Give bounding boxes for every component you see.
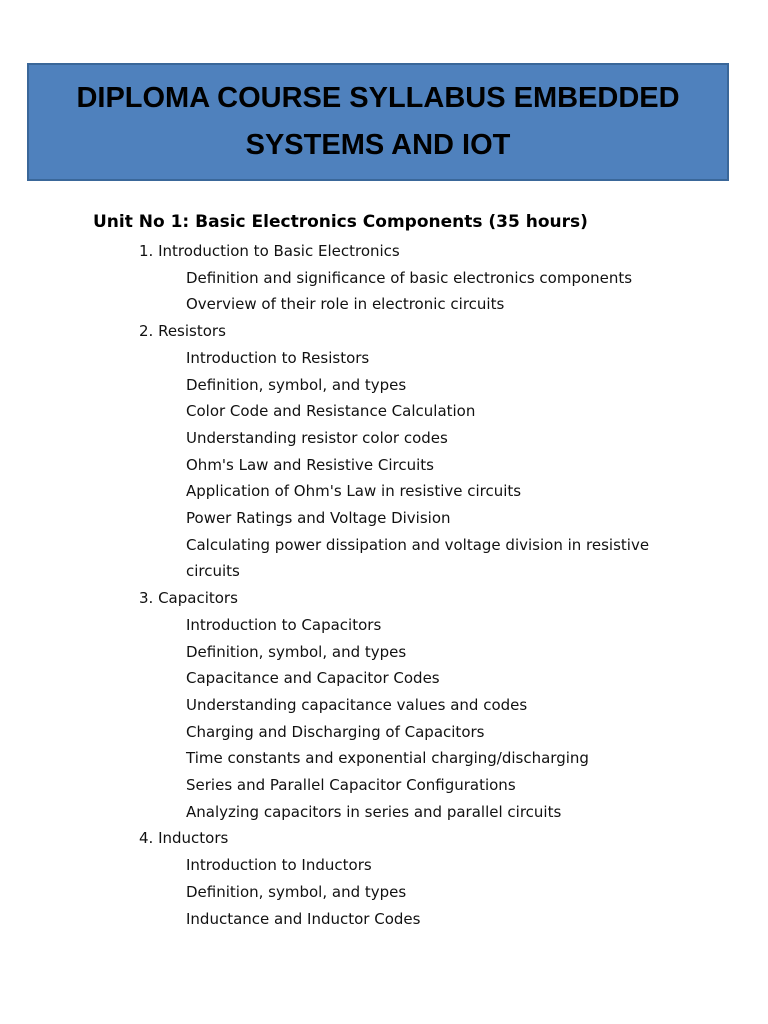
section-item: Color Code and Resistance Calculation	[186, 402, 476, 421]
section-item: Definition and significance of basic electronics components	[186, 268, 633, 287]
section-item: Time constants and exponential charging/discharging	[186, 749, 589, 768]
title-banner	[27, 63, 729, 181]
syllabus-content	[0, 238, 768, 932]
section-item: Application of Ohm's Law in resistive circuits	[186, 482, 522, 501]
section-title: 4. Inductors	[139, 829, 229, 848]
syllabus-section	[0, 238, 768, 318]
document-title: DIPLOMA COURSE SYLLABUS EMBEDDED SYSTEMS AND IOT	[76, 82, 680, 161]
unit-heading: Unit No 1: Basic Electronics Components (35 hours)	[93, 212, 588, 232]
section-item: Introduction to Inductors	[186, 856, 372, 875]
section-title: 2. Resistors	[139, 322, 226, 341]
section-title: 3. Capacitors	[139, 589, 238, 608]
section-item: Capacitance and Capacitor Codes	[186, 669, 440, 688]
section-item: Introduction to Resistors	[186, 348, 370, 367]
section-item: Introduction to Capacitors	[186, 615, 382, 634]
section-item: Definition, symbol, and types	[186, 882, 407, 901]
syllabus-section	[0, 585, 768, 825]
section-item: Understanding resistor color codes	[186, 428, 448, 447]
syllabus-section	[0, 825, 768, 932]
section-item: Calculating power dissipation and voltage division in resistive circuits	[186, 535, 650, 581]
section-item: Ohm's Law and Resistive Circuits	[186, 455, 434, 474]
section-item: Power Ratings and Voltage Division	[186, 509, 451, 528]
section-title: 1. Introduction to Basic Electronics	[139, 242, 400, 260]
syllabus-section	[0, 318, 768, 585]
section-item: Series and Parallel Capacitor Configurations	[186, 776, 516, 795]
section-item: Overview of their role in electronic circuits	[186, 295, 505, 314]
section-item: Charging and Discharging of Capacitors	[186, 722, 485, 741]
section-item: Analyzing capacitors in series and parallel circuits	[186, 802, 562, 821]
section-item: Definition, symbol, and types	[186, 642, 407, 661]
section-item: Definition, symbol, and types	[186, 375, 407, 394]
section-item: Inductance and Inductor Codes	[186, 909, 421, 928]
section-item: Understanding capacitance values and codes	[186, 695, 528, 714]
